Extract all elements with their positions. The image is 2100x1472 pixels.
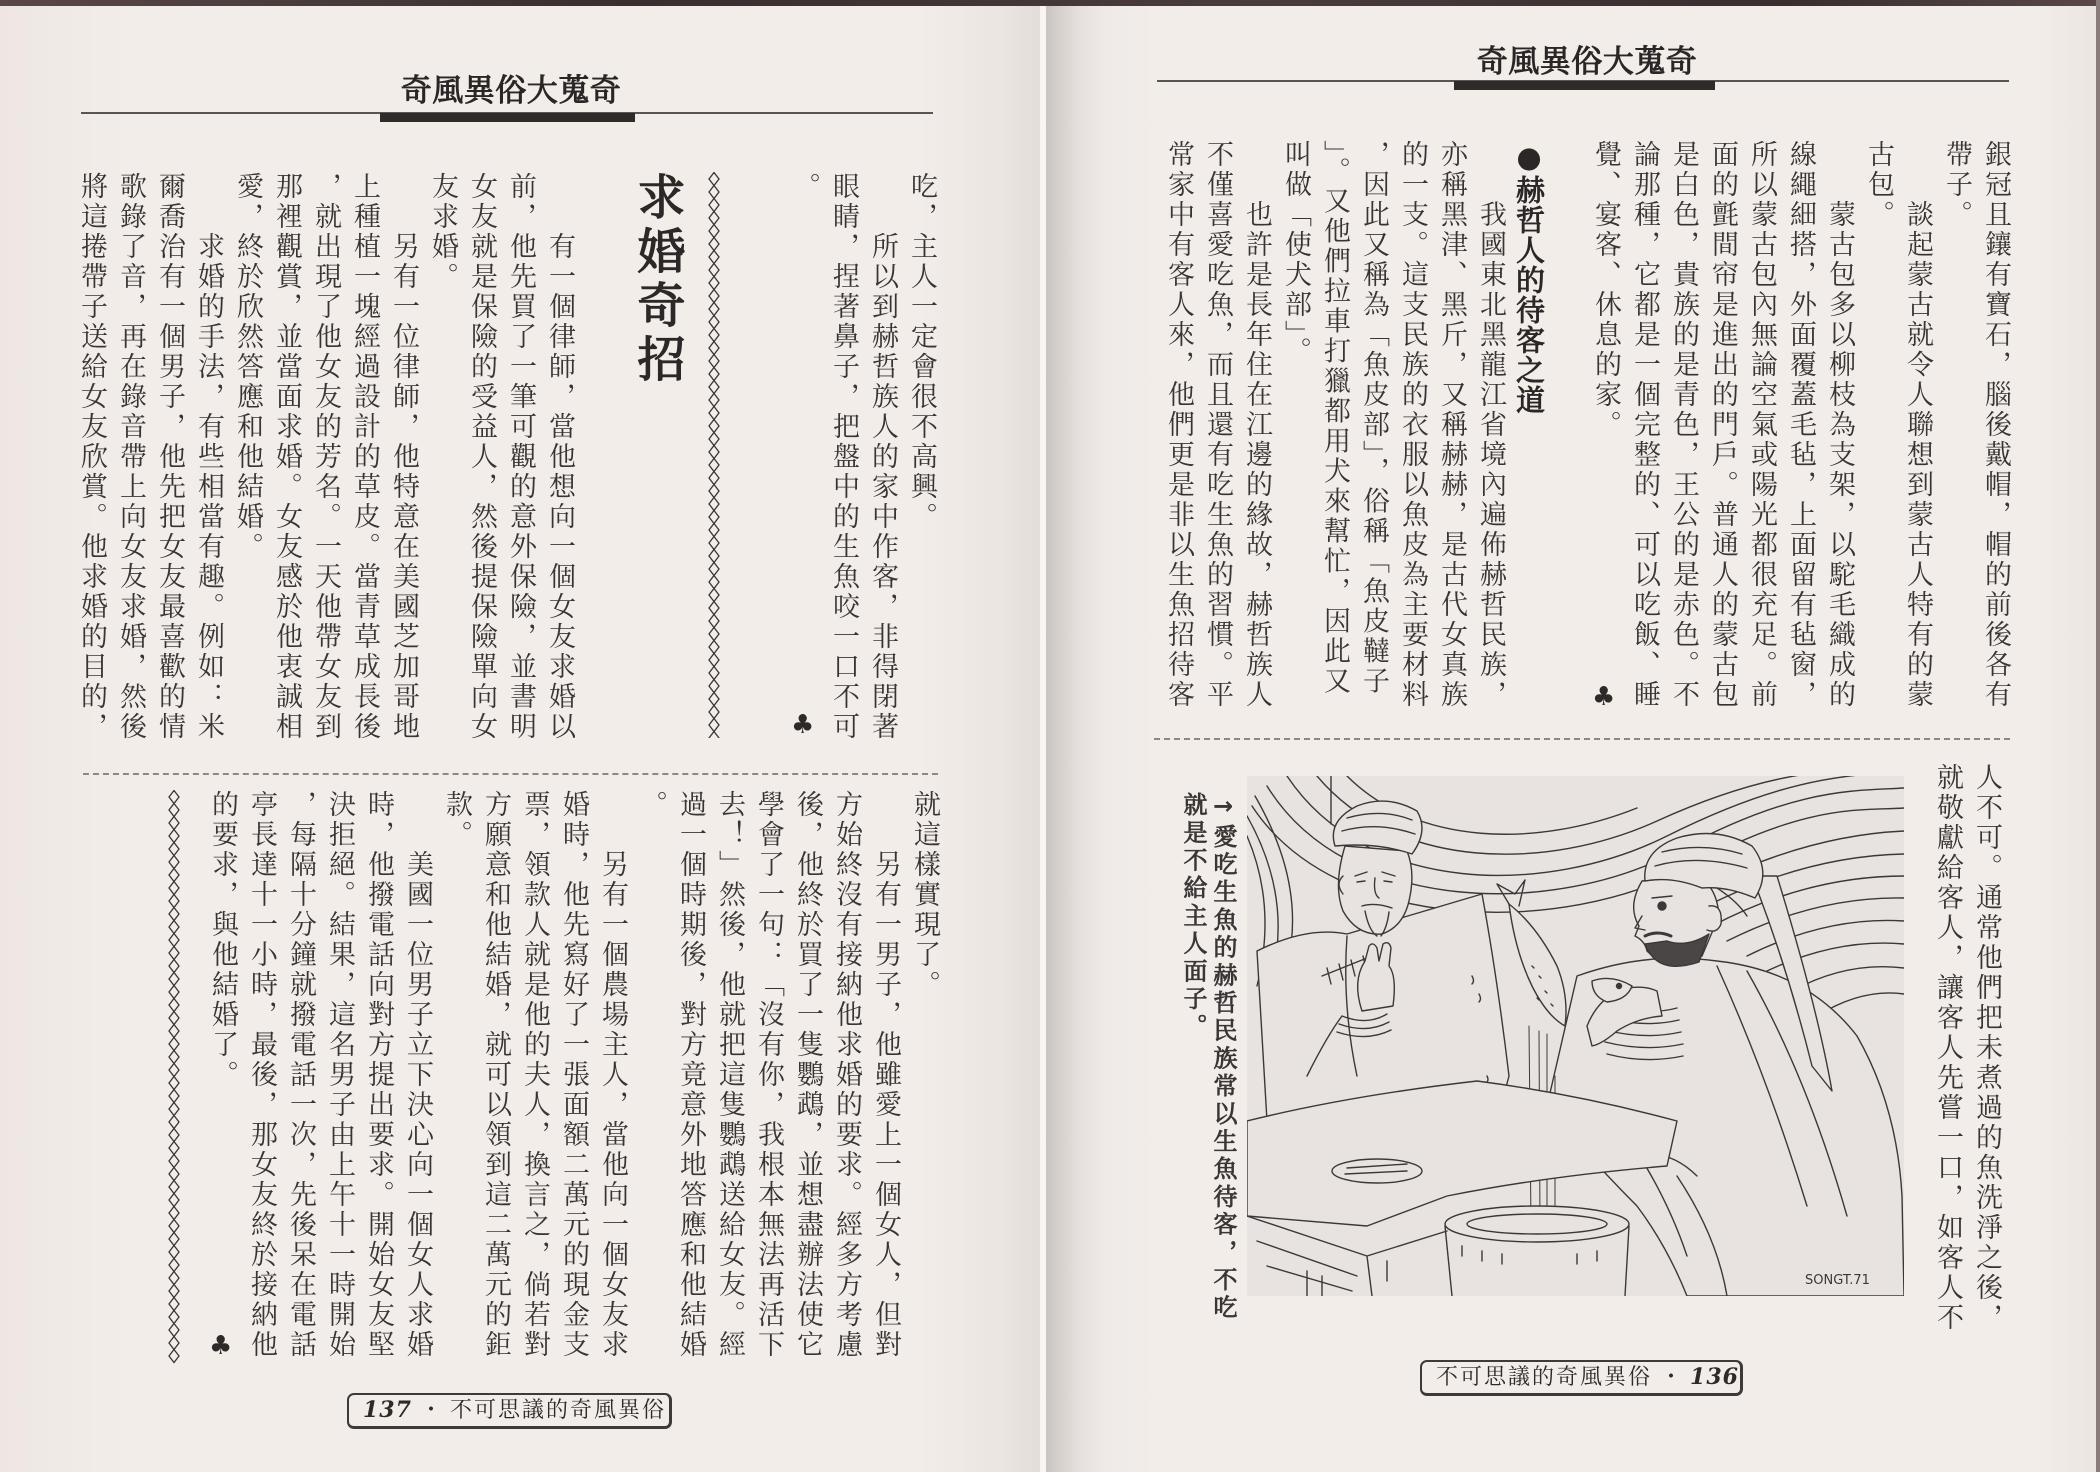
text-column: 覺、宴客、休息的家。 [1590,140,1621,440]
text-column: 歌錄了音，再在錄音帶上向女友求婚，然後 [115,172,146,742]
caption-line: 就是不給主人面子。 [1179,792,1207,1042]
text-column: 另有一位律師，他特意在美國芝加哥地 [388,232,419,742]
page-footer-right [1420,1360,1743,1396]
text-column: 銀冠且鑲有寶石，腦後戴帽，帽的前後各有 [1980,140,2011,710]
text-column: 蒙古包多以柳枝為支架，以駝毛織成的 [1824,200,1855,710]
text-column: 愛，終於欣然答應和他結婚。 [232,172,263,562]
text-column: 就這樣實現了。 [909,790,940,1000]
text-column: 就敬獻給客人，讓客人先嘗一口，如客人不 [1932,763,1963,1333]
text-column: 論那種，它都是一個完整的、可以吃飯、睡 [1629,140,1660,710]
diamond-chain-border [707,172,721,738]
text-column: 友求婚。 [427,172,458,292]
section-heading [1510,140,1548,750]
text-column: 。 [789,172,820,202]
text-column: 談起蒙古就令人聯想到蒙古人特有的蒙 [1902,200,1933,710]
header-bar-right [1454,81,1715,90]
section-divider-right [1154,738,2010,740]
running-head-right: 奇風異俗大蒐奇 [1476,44,1698,80]
right-page-bottom-text [1928,763,2006,1373]
text-column: 款。 [441,790,472,850]
text-column: 方始終沒有接納他求婚的要求。經多方考慮 [831,790,862,1360]
page-number: 136 [1690,1364,1739,1390]
book-gutter-crease [1040,0,1046,1472]
text-column: 美國一位男子立下決心向一個女人求婚 [402,850,433,1360]
page-number: 137 [363,1397,412,1423]
illustration-hezhe-raw-fish [1247,776,1904,1296]
text-column: 也許是長年住在江邊的緣故，赫哲族人 [1241,200,1272,710]
text-column: 亦稱黑津、黑斤，又稱赫赫，是古代女真族 [1436,140,1467,710]
club-icon: ♣ [1592,682,1616,712]
text-column: 上種植一塊經過設計的草皮。當青草成長後 [349,172,380,742]
text-column: 票，領款人就是他的夫人，換言之，倘若對 [519,790,550,1360]
text-column: 學會了一句：「沒有你，我根本無法再活下 [753,790,784,1360]
text-column: 那裡觀賞，並當面求婚。女友感於他衷誠相 [271,172,302,742]
text-column: 過一個時期後，對方竟意外地答應和他結婚 [675,790,706,1360]
text-column: ，每隔十分鐘就撥電話一次，先後呆在電話 [285,790,316,1360]
arrow-right-icon: → [1209,792,1237,824]
footer-separator: ・ [1660,1365,1683,1390]
text-column: 方願意和他結婚，就可以領到這二萬元的鉅 [480,790,511,1360]
caption-line: →愛吃生魚的赫哲民族常以生魚待客，不吃 [1209,792,1237,1323]
text-column: 古包。 [1863,140,1894,230]
right-page-top-text [1159,140,2015,750]
bullet-icon: ● [1512,140,1546,175]
text-column: 。 [636,790,667,820]
text-column: 是白色，貴族的是青色，王公的是赤色。不 [1668,140,1699,710]
text-column: 的一支。這支民族的衣服以魚皮為主要材料 [1397,140,1428,710]
text-column: 婚時，他先寫好了一張面額二萬元的現金支 [558,790,589,1360]
text-column: 帶子。 [1941,140,1972,230]
book-title: 不可思議的奇風異俗 [449,1398,666,1423]
text-column: 時，他撥電話向對方提出要求。開始女友堅 [363,790,394,1360]
text-column: 叫做「使犬部」。 [1280,140,1311,367]
text-column: 女友就是保險的受益人，然後提保險單向女 [466,172,497,742]
text-column: 另有一男子，他雖愛上一個女人，但對 [870,850,901,1360]
text-column: 後，他終於買了一隻鸚鵡，並想盡辦法使它 [792,790,823,1360]
artist-signature: SONGT.71 [1805,1273,1870,1288]
text-column: 將這捲帶子送給女友欣賞。他求婚的目的， [76,172,107,742]
text-column: 」。又他們拉車打獵都用犬來幫忙，因此又 [1319,140,1350,697]
club-icon: ♣ [209,1331,233,1361]
text-column: 面的氈間帘是進出的門戶。普通人的蒙古包 [1707,140,1738,710]
text-column: 亭長達十一小時，最後，那女友終於接納他 [246,790,277,1360]
section-divider-left [83,773,938,775]
header-bar-left [380,113,635,122]
text-column: 爾喬治有一個男子，他先把女友最喜歡的情 [154,172,185,742]
article-body-bottom [203,790,944,1400]
text-column: 求婚的手法，有些相當有趣。例如：米 [193,232,224,742]
footer-separator: ・ [419,1398,442,1423]
text-column: 所以蒙古包內無論空氣或陽光都很充足。前 [1746,140,1777,710]
illustration-caption [1178,792,1238,1322]
section-heading-text: 赫哲人的待客之道 [1512,175,1546,415]
diamond-chain-border [167,790,181,1366]
text-column: 有一個律師，當他想向一個女友求婚以 [544,232,575,742]
article-body-top [72,172,579,782]
book-title: 不可思議的奇風異俗 [1436,1365,1653,1390]
text-column: 另有一個農場主人，當他向一個女友求 [597,850,628,1360]
text-column: 前，他先買了一筆可觀的意外保險，並書明 [505,172,536,742]
running-head-left: 奇風異俗大蒐奇 [400,73,622,109]
text-column: 去！」然後，他就把這隻鸚鵡送給女友。經 [714,790,745,1360]
text-column: 線繩細搭，外面覆蓋毛毡，上面留有毡窗， [1785,140,1816,710]
text-column: 眼睛，捏著鼻子，把盤中的生魚咬一口不可 [828,172,859,742]
club-icon: ♣ [791,710,815,740]
text-column: 吃，主人一定會很不高興。 [906,172,937,532]
text-column: 我國東北黑龍江省境內遍佈赫哲民族， [1475,200,1506,710]
prev-article-end-left [785,172,941,782]
text-column: ，因此又稱為「魚皮部」，俗稱「魚皮韃子 [1358,140,1389,697]
page-edge [2096,0,2100,1472]
cover-edge [0,0,2100,6]
text-column: 常家中有客人來，他們更是非以生魚招待客 [1163,140,1194,710]
text-column: 不僅喜愛吃魚，而且還有吃生魚的習慣。平 [1202,140,1233,710]
article-title: 求婚奇招 [629,172,685,388]
text-column: 的要求，與他結婚了。 [207,790,238,1090]
text-column: 所以到赫哲族人的家中作客，非得閉著 [867,232,898,742]
text-column: 人不可。通常他們把未煮過的魚洗淨之後， [1971,763,2002,1333]
text-column: 決拒絕。結果，這名男子由上午十一時開始 [324,790,355,1360]
text-column: ，就出現了他女友的芳名。一天他帶女友到 [310,172,341,742]
page-footer-left [347,1393,672,1429]
